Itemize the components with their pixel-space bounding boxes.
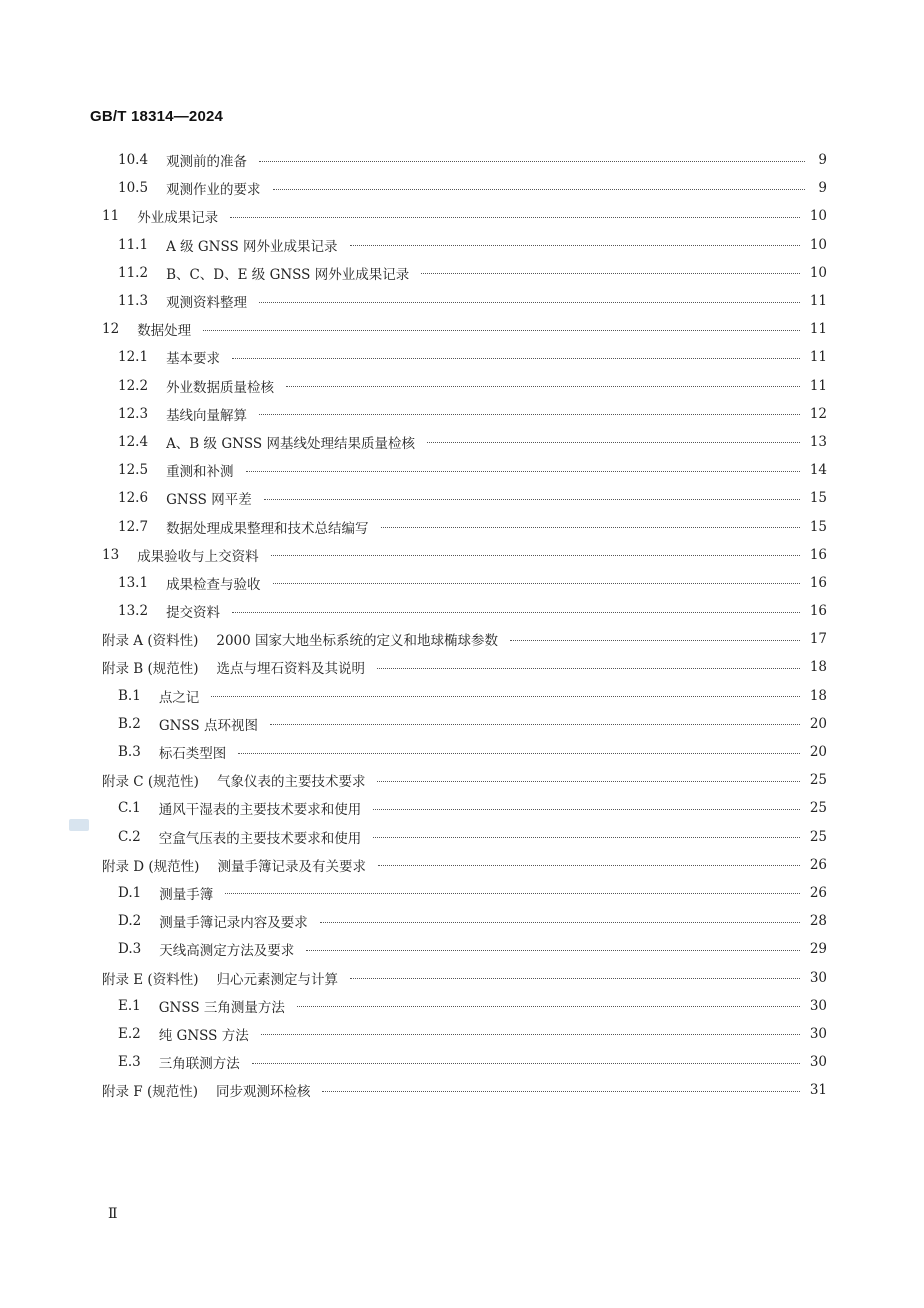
toc-entry-page: 30 [809,1054,827,1071]
toc-entry-number: 12.1 [118,349,149,366]
table-of-contents [0,146,924,1104]
toc-entry-line [118,1048,827,1076]
toc-entry-line [102,963,827,991]
toc-entry-title: 通风干湿表的主要技术要求和使用 [158,802,362,819]
toc-entry-number: 12.6 [118,490,149,507]
toc-entry-page: 11 [809,321,827,338]
toc-entry-number: 附录 E (资料性) [102,971,199,988]
toc-entry-page: 20 [809,744,827,761]
toc-entry-line [118,287,827,315]
toc-entry-line [118,174,827,202]
toc-entry-title: 成果验收与上交资料 [137,548,259,565]
toc-entry-number: C.2 [118,828,141,845]
toc-entry-page: 18 [809,659,827,676]
toc-entry-title: 基本要求 [166,351,221,368]
toc-entry-page: 11 [809,349,827,366]
toc-entry-title: 选点与埋石资料及其说明 [216,661,366,678]
toc-entry-title: 外业数据质量检核 [166,379,275,396]
toc-entry[interactable] [0,851,924,879]
toc-entry-page: 10 [809,264,827,281]
toc-entry-number: B.2 [118,715,141,732]
toc-entry-title: 归心元素测定与计算 [216,971,338,988]
toc-entry-line [118,400,827,428]
toc-entry-number: D.2 [118,913,142,930]
dot-leader [377,781,799,782]
toc-entry[interactable] [0,766,924,794]
toc-entry[interactable] [0,146,924,174]
toc-entry[interactable] [0,907,924,935]
toc-entry-title: 观测作业的要求 [166,182,261,199]
dot-leader [259,161,805,162]
dot-leader [232,612,800,613]
toc-entry[interactable] [0,343,924,371]
dot-leader [232,358,800,359]
toc-entry-number: 13.2 [118,603,149,620]
toc-entry-line [118,343,827,371]
toc-entry-page: 26 [809,856,827,873]
dot-leader [264,499,800,500]
toc-entry-title: 成果检查与验收 [166,576,261,593]
toc-entry[interactable] [0,428,924,456]
toc-entry-page: 16 [809,574,827,591]
toc-entry-page: 28 [809,913,827,930]
toc-entry-page: 30 [809,1025,827,1042]
toc-entry[interactable] [0,512,924,540]
toc-entry-page: 25 [809,828,827,845]
toc-entry[interactable] [0,259,924,287]
toc-entry-line [118,512,827,540]
toc-entry-number: 附录 C (规范性) [102,774,199,791]
toc-entry-title: 同步观测环检核 [215,1084,311,1101]
toc-entry-page: 26 [809,884,827,901]
toc-entry-number: 12.4 [118,433,149,450]
toc-entry-number: 11 [102,208,120,225]
toc-entry-page: 9 [818,180,827,197]
toc-entry-page: 11 [809,377,827,394]
dot-leader [259,414,800,415]
dot-leader [225,893,800,894]
toc-entry-line [118,569,827,597]
toc-entry-title: 标石类型图 [158,746,227,763]
dot-leader [378,865,800,866]
toc-entry-title: 外业成果记录 [137,210,219,227]
dot-leader [246,471,800,472]
toc-entry-line [102,541,827,569]
toc-entry[interactable] [0,456,924,484]
toc-entry-number: E.3 [118,1054,141,1071]
toc-entry-number: 12 [102,321,120,338]
toc-entry-number: 12.5 [118,462,149,479]
toc-entry-line [118,484,827,512]
toc-entry-page: 12 [809,405,827,422]
toc-entry-number: 11.2 [118,264,149,281]
toc-entry[interactable] [0,484,924,512]
toc-entry[interactable] [0,653,924,681]
toc-entry-page: 14 [809,462,827,479]
dot-leader [427,442,800,443]
dot-leader [373,837,800,838]
toc-entry-number: 11.1 [118,236,149,253]
toc-entry-line [102,625,827,653]
toc-entry-number: 12.3 [118,405,149,422]
toc-entry-title: A 级 GNSS 网外业成果记录 [166,238,338,255]
dot-leader [252,1063,800,1064]
dot-leader [230,217,800,218]
toc-entry-line [102,1076,827,1104]
toc-entry-page: 25 [809,772,827,789]
toc-entry[interactable] [0,400,924,428]
toc-entry-title: 观测资料整理 [166,295,248,312]
toc-entry[interactable] [0,738,924,766]
toc-entry-title: 测量手簿记录内容及要求 [159,915,308,932]
dot-leader [271,555,800,556]
dot-leader [203,330,800,331]
toc-entry[interactable] [0,992,924,1020]
toc-entry-page: 25 [809,800,827,817]
toc-entry-page: 10 [809,236,827,253]
toc-entry-page: 20 [809,715,827,732]
toc-entry-number: 附录 B (规范性) [102,661,199,678]
dot-leader [350,245,800,246]
toc-entry-number: 附录 F (规范性) [102,1084,198,1101]
toc-entry[interactable] [0,202,924,230]
document-id: GB/T 18314—2024 [90,108,224,125]
toc-entry-line [102,653,827,681]
toc-entry-number: 10.4 [118,152,149,169]
toc-entry[interactable] [0,597,924,625]
toc-entry[interactable] [0,231,924,259]
toc-entry-number: 10.5 [118,180,149,197]
toc-entry[interactable] [0,541,924,569]
toc-entry-number: B.3 [118,744,141,761]
toc-entry-number: 13 [102,546,120,563]
toc-entry-number: D.1 [118,884,142,901]
toc-entry-line [118,992,827,1020]
toc-entry-page: 17 [809,631,827,648]
toc-entry-title: 测量手簿记录及有关要求 [217,858,366,875]
toc-entry-title: 气象仪表的主要技术要求 [216,774,366,791]
toc-entry-line [118,259,827,287]
toc-entry-line [118,1020,827,1048]
toc-entry-line [118,456,827,484]
toc-entry-number: D.3 [118,941,142,958]
dot-leader [259,302,800,303]
toc-entry[interactable] [0,935,924,963]
toc-entry-line [118,823,827,851]
toc-entry-page: 9 [818,152,827,169]
toc-entry-page: 11 [809,293,827,310]
toc-entry-page: 13 [809,433,827,450]
toc-entry-title: 点之记 [158,689,200,706]
toc-entry-number: E.2 [118,1025,141,1042]
toc-entry-number: 附录 D (规范性) [102,858,200,875]
toc-entry-line [102,202,827,230]
toc-entry-title: 观测前的准备 [166,154,248,171]
toc-entry[interactable] [0,1076,924,1104]
dot-leader [211,696,800,697]
toc-entry-line [118,935,827,963]
toc-entry-line [102,315,827,343]
dot-leader [306,950,800,951]
toc-entry-line [118,428,827,456]
toc-entry-title: GNSS 网平差 [166,492,252,509]
toc-entry-title: 数据处理成果整理和技术总结编写 [166,520,369,537]
toc-entry-title: A、B 级 GNSS 网基线处理结果质量检核 [166,435,415,452]
dot-leader [286,386,800,387]
dot-leader [238,753,800,754]
toc-entry-page: 31 [809,1082,827,1099]
toc-entry-page: 16 [809,546,827,563]
page-number: Ⅱ [108,1206,118,1222]
toc-entry-number: E.1 [118,997,141,1014]
toc-entry-line [118,597,827,625]
toc-entry-number: 12.2 [118,377,149,394]
toc-entry-line [118,879,827,907]
dot-leader [421,273,800,274]
toc-entry[interactable] [0,1048,924,1076]
toc-entry-title: 测量手簿 [159,886,214,903]
toc-entry[interactable] [0,710,924,738]
toc-entry-title: 空盒气压表的主要技术要求和使用 [158,830,362,847]
toc-entry-number: 11.3 [118,293,149,310]
toc-entry-title: 提交资料 [166,605,221,622]
toc-entry[interactable] [0,1020,924,1048]
toc-entry-line [118,738,827,766]
toc-entry-page: 18 [809,687,827,704]
toc-entry-number: 13.1 [118,574,149,591]
toc-entry-line [118,682,827,710]
toc-entry-number: C.1 [118,800,141,817]
toc-entry-line [118,794,827,822]
toc-entry-title: GNSS 点环视图 [158,717,258,734]
toc-entry-line [118,372,827,400]
toc-entry-title: GNSS 三角测量方法 [158,999,285,1016]
dot-leader [373,809,800,810]
toc-entry-page: 15 [809,490,827,507]
toc-entry-page: 30 [809,997,827,1014]
toc-entry-title: B、C、D、E 级 GNSS 网外业成果记录 [166,266,410,283]
toc-entry-line [102,851,827,879]
toc-entry[interactable] [0,794,924,822]
toc-entry[interactable] [0,963,924,991]
toc-entry[interactable] [0,287,924,315]
toc-entry-page: 30 [809,969,827,986]
toc-entry[interactable] [0,682,924,710]
toc-entry[interactable] [0,625,924,653]
dot-leader [273,583,800,584]
toc-entry-line [102,766,827,794]
toc-entry[interactable] [0,174,924,202]
dot-leader [261,1034,800,1035]
toc-entry-title: 重测和补测 [166,464,234,481]
dot-leader [322,1091,799,1092]
dot-leader [510,640,800,641]
dot-leader [381,527,800,528]
toc-entry-number: 12.7 [118,518,149,535]
toc-entry-page: 15 [809,518,827,535]
toc-entry-number: B.1 [118,687,141,704]
toc-entry-page: 16 [809,603,827,620]
toc-entry[interactable] [0,372,924,400]
toc-entry-line [118,907,827,935]
toc-entry-title: 2000 国家大地坐标系统的定义和地球椭球参数 [216,633,499,650]
toc-entry[interactable] [0,879,924,907]
toc-entry-page: 29 [809,941,827,958]
dot-leader [320,922,800,923]
toc-entry-title: 纯 GNSS 方法 [158,1027,249,1044]
dot-leader [297,1006,800,1007]
toc-entry-title: 天线高测定方法及要求 [159,943,295,960]
dot-leader [377,668,800,669]
toc-entry-title: 三角联测方法 [158,1056,240,1073]
dot-leader [350,978,800,979]
toc-entry[interactable] [0,569,924,597]
dot-leader [270,724,800,725]
dot-leader [273,189,805,190]
toc-entry[interactable] [0,315,924,343]
toc-entry-page: 10 [809,208,827,225]
toc-entry-line [118,231,827,259]
toc-entry-line [118,710,827,738]
toc-entry-title: 基线向量解算 [166,407,248,424]
toc-entry[interactable] [0,823,924,851]
toc-entry-line [118,146,827,174]
toc-entry-number: 附录 A (资料性) [102,633,199,650]
toc-entry-title: 数据处理 [137,323,192,340]
